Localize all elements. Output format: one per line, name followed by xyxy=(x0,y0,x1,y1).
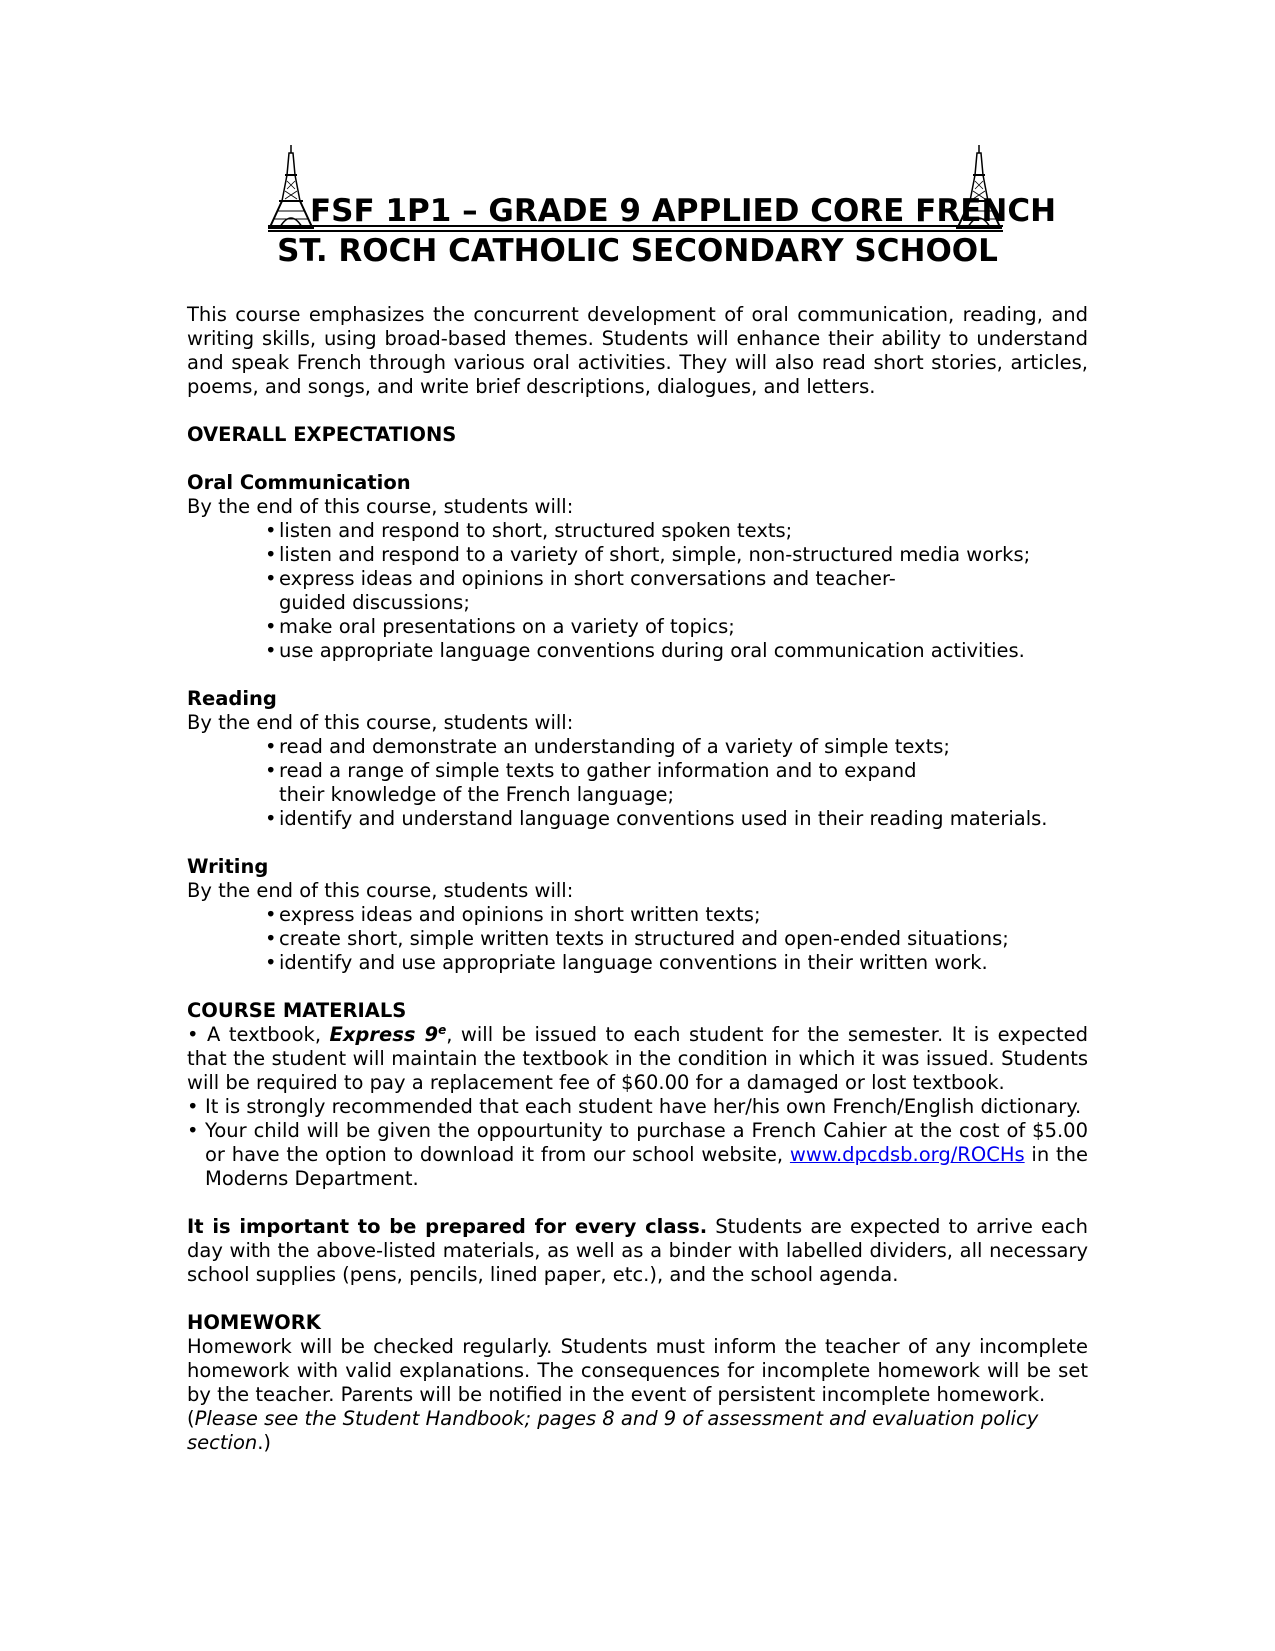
list-item: • read a range of simple texts to gather information and to expand their knowledge of the French language; xyxy=(265,759,1088,807)
document-body xyxy=(187,303,1088,1455)
materials-dictionary: • It is strongly recommended that each student have her/his own French/English dictionary. xyxy=(187,1095,1088,1119)
section-heading: COURSE MATERIALS xyxy=(187,999,407,1022)
list-item: • identify and use appropriate language conventions in their written work. xyxy=(265,951,1088,975)
section-heading: Writing xyxy=(187,855,269,878)
list-item: • make oral presentations on a variety of topics; xyxy=(265,615,1088,639)
list-item: • listen and respond to short, structured spoken texts; xyxy=(265,519,1088,543)
section-heading: Reading xyxy=(187,687,277,710)
list-item: • listen and respond to a variety of short, simple, non-structured media works; xyxy=(265,543,1088,567)
course-title: FSF 1P1 – GRADE 9 APPLIED CORE FRENCH xyxy=(310,193,1057,229)
section-heading: Oral Communication xyxy=(187,471,411,494)
list-item: • create short, simple written texts in structured and open-ended situations; xyxy=(265,927,1088,951)
homework-policy: Homework will be checked regularly. Students must inform the teacher of any incomplete homework with valid explanations. The consequences for incomplete homework will be set by the teacher. Parents will be notified in the event of persistent incomplete homework. xyxy=(187,1335,1088,1406)
section-heading: HOMEWORK xyxy=(187,1311,321,1334)
section-reading xyxy=(187,687,1088,831)
section-writing xyxy=(187,855,1088,975)
eiffel-tower-icon xyxy=(268,145,314,229)
expectation-list xyxy=(187,519,1088,663)
list-item: • use appropriate language conventions during oral communication activities. xyxy=(265,639,1088,663)
preparedness-paragraph: It is important to be prepared for every class. Students are expected to arrive each day with the above-listed materials, as well as a binder with labelled dividers, all necessary school supplies (pens, pencils, lined paper, etc.), and the school agenda. xyxy=(187,1215,1088,1286)
school-name: ST. ROCH CATHOLIC SECONDARY SCHOOL xyxy=(277,233,998,269)
eiffel-tower-icon xyxy=(956,145,1002,229)
section-lead: By the end of this course, students will: xyxy=(187,711,574,734)
expectation-list xyxy=(187,735,1088,831)
preparedness-emphasis: It is important to be prepared for every class. xyxy=(187,1215,708,1238)
section-lead: By the end of this course, students will: xyxy=(187,495,574,518)
textbook-title: Express 9 xyxy=(329,1023,439,1046)
materials-cahier: • Your child will be given the oppourtunity to purchase a French Cahier at the cost of $5.00 or have the option to download it from our school website, www.dpcdsb.org/ROCHs in the Moderns Department. xyxy=(187,1119,1088,1191)
school-website-link[interactable]: www.dpcdsb.org/ROCHs xyxy=(789,1143,1025,1166)
materials-textbook: • A textbook, Express 9e, will be issued to each student for the semester. It is expected that the student will maintain the textbook in the condition in which it was issued. Students will be required to pay a replacement fee of $60.00 for a damaged or lost textbook. xyxy=(187,1023,1088,1094)
title-underline xyxy=(268,225,1003,227)
document-header xyxy=(0,140,1275,270)
section-lead: By the end of this course, students will: xyxy=(187,879,574,902)
section-homework xyxy=(187,1311,1088,1455)
overall-expectations-heading: OVERALL EXPECTATIONS xyxy=(187,423,457,446)
course-description: This course emphasizes the concurrent development of oral communication, reading, and writing skills, using broad-based themes. Students will enhance their ability to understand and speak French through various oral activities. They will also read short stories, articles, poems, and songs, and write brief descriptions, dialogues, and letters. xyxy=(187,303,1088,398)
handbook-note: (Please see the Student Handbook; pages 8 and 9 of assessment and evaluation policy section.) xyxy=(187,1407,1039,1454)
list-item: • identify and understand language conventions used in their reading materials. xyxy=(265,807,1088,831)
section-oral-communication xyxy=(187,471,1088,663)
expectation-list xyxy=(187,903,1088,975)
list-item: • read and demonstrate an understanding of a variety of simple texts; xyxy=(265,735,1088,759)
section-course-materials xyxy=(187,999,1088,1191)
list-item: • express ideas and opinions in short conversations and teacher-guided discussions; xyxy=(265,567,1088,615)
list-item: • express ideas and opinions in short written texts; xyxy=(265,903,1088,927)
